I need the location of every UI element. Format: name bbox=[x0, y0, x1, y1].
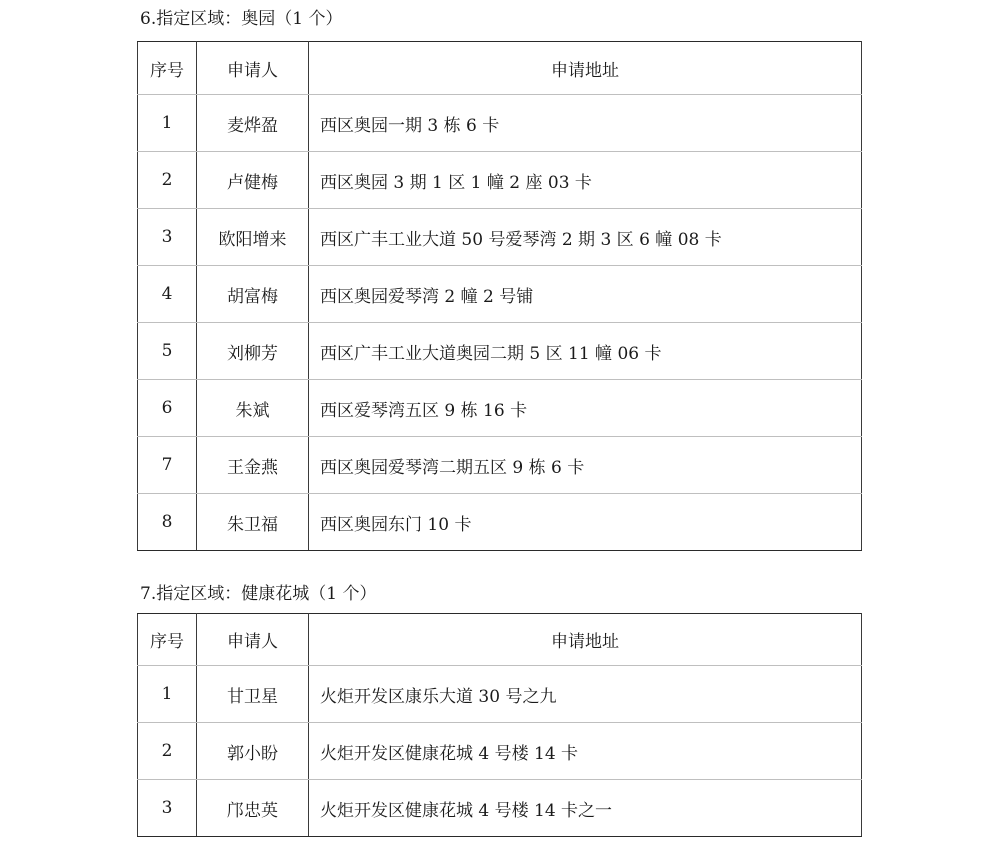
row-applicant: 王金燕 bbox=[197, 437, 309, 494]
row-applicant: 邝忠英 bbox=[197, 780, 309, 837]
row-index: 1 bbox=[138, 666, 197, 723]
row-index: 6 bbox=[138, 380, 197, 437]
applicant-table-jiankang-huacheng bbox=[137, 613, 862, 837]
row-applicant: 胡富梅 bbox=[197, 266, 309, 323]
row-applicant: 卢健梅 bbox=[197, 152, 309, 209]
row-address: 西区奥园一期 3 栋 6 卡 bbox=[309, 95, 862, 152]
table-row bbox=[138, 209, 862, 266]
table-row bbox=[138, 780, 862, 837]
row-applicant: 麦烨盈 bbox=[197, 95, 309, 152]
header-applicant: 申请人 bbox=[197, 614, 309, 666]
header-address: 申请地址 bbox=[309, 614, 862, 666]
row-address: 西区广丰工业大道 50 号爱琴湾 2 期 3 区 6 幢 08 卡 bbox=[309, 209, 862, 266]
row-applicant: 朱斌 bbox=[197, 380, 309, 437]
row-address: 西区广丰工业大道奥园二期 5 区 11 幢 06 卡 bbox=[309, 323, 862, 380]
header-applicant: 申请人 bbox=[197, 42, 309, 95]
row-address: 西区奥园爱琴湾二期五区 9 栋 6 卡 bbox=[309, 437, 862, 494]
header-address: 申请地址 bbox=[309, 42, 862, 95]
row-index: 3 bbox=[138, 209, 197, 266]
table-row bbox=[138, 666, 862, 723]
row-applicant: 郭小盼 bbox=[197, 723, 309, 780]
row-applicant: 甘卫星 bbox=[197, 666, 309, 723]
row-index: 4 bbox=[138, 266, 197, 323]
row-index: 5 bbox=[138, 323, 197, 380]
header-index: 序号 bbox=[138, 42, 197, 95]
row-index: 3 bbox=[138, 780, 197, 837]
table-row bbox=[138, 95, 862, 152]
row-index: 7 bbox=[138, 437, 197, 494]
section-title-jiankang-huacheng: 7.指定区域：健康花城（1 个） bbox=[140, 584, 377, 604]
row-index: 2 bbox=[138, 723, 197, 780]
table-row bbox=[138, 723, 862, 780]
table-header-row bbox=[138, 614, 862, 666]
row-index: 1 bbox=[138, 95, 197, 152]
section-title-aoyuan: 6.指定区域：奥园（1 个） bbox=[140, 9, 343, 29]
table-header-row bbox=[138, 42, 862, 95]
row-address: 火炬开发区康乐大道 30 号之九 bbox=[309, 666, 862, 723]
table-row bbox=[138, 437, 862, 494]
row-address: 西区爱琴湾五区 9 栋 16 卡 bbox=[309, 380, 862, 437]
row-address: 西区奥园东门 10 卡 bbox=[309, 494, 862, 551]
row-applicant: 朱卫福 bbox=[197, 494, 309, 551]
table-row bbox=[138, 323, 862, 380]
table-row bbox=[138, 152, 862, 209]
header-index: 序号 bbox=[138, 614, 197, 666]
table-row bbox=[138, 380, 862, 437]
row-address: 西区奥园 3 期 1 区 1 幢 2 座 03 卡 bbox=[309, 152, 862, 209]
row-index: 2 bbox=[138, 152, 197, 209]
row-index: 8 bbox=[138, 494, 197, 551]
row-applicant: 欧阳增来 bbox=[197, 209, 309, 266]
row-applicant: 刘柳芳 bbox=[197, 323, 309, 380]
row-address: 火炬开发区健康花城 4 号楼 14 卡之一 bbox=[309, 780, 862, 837]
applicant-table-aoyuan bbox=[137, 41, 862, 551]
table-row bbox=[138, 494, 862, 551]
row-address: 西区奥园爱琴湾 2 幢 2 号铺 bbox=[309, 266, 862, 323]
table-row bbox=[138, 266, 862, 323]
row-address: 火炬开发区健康花城 4 号楼 14 卡 bbox=[309, 723, 862, 780]
